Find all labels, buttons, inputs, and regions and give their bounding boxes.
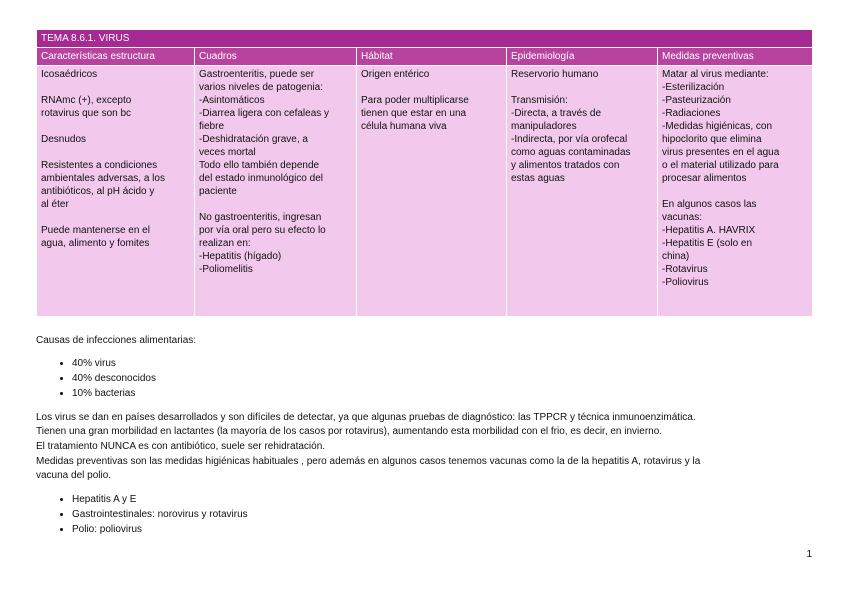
cell-line: -Poliomelitis <box>199 264 253 275</box>
paragraph: Tienen una gran morbilidad en lactantes (la mayoría de los casos por rotavirus), aumentando esta morbilidad con el frio, es decir, en invierno. <box>36 426 663 437</box>
cell-line: En algunos casos las <box>662 199 757 210</box>
cell-line: célula humana viva <box>361 121 447 132</box>
cell-line: agua, alimento y fomites <box>41 238 150 249</box>
cell-line: Origen entérico <box>361 69 430 80</box>
cell-line: -Diarrea ligera con cefaleas y <box>199 108 330 119</box>
cell-line: manipuladores <box>511 121 577 132</box>
causes-list <box>50 356 156 401</box>
cell-line: -Indirecta, por vía orofecal <box>511 134 628 145</box>
cell-line: por vía oral pero su efecto lo <box>199 225 326 236</box>
cell-line: -Rotavirus <box>662 264 708 275</box>
cell-line: virus presentes en el agua <box>662 147 780 158</box>
paragraph: Medidas preventivas son las medidas higiénicas habituales , pero además en algunos casos tenemos vacunas como la de la hepatitis A, rotavirus y la <box>36 456 701 467</box>
cell-line <box>361 81 502 94</box>
cell-line: paciente <box>199 186 237 197</box>
header-caracteristicas: Características estructura <box>37 48 195 66</box>
paragraph: vacuna del polio. <box>36 470 112 481</box>
cell-line: varios niveles de patogenia: <box>199 82 323 93</box>
cell-line: vacunas: <box>662 212 703 223</box>
cell-line: No gastroenteritis, ingresan <box>199 212 322 223</box>
cell-line: -Deshidratación grave, a <box>199 134 308 145</box>
cell-line <box>41 211 190 224</box>
cell-epidemiologia <box>507 66 658 317</box>
cell-line: ambientales adversas, a los <box>41 173 165 184</box>
cell-line: procesar alimentos <box>662 173 747 184</box>
page-number: 1 <box>806 549 812 560</box>
cell-line: Transmisión: <box>511 95 568 106</box>
cell-line: Reservorio humano <box>511 69 599 80</box>
vaccines-list <box>50 492 248 537</box>
list-item: • Gastrointestinales: norovirus y rotavirus <box>72 507 248 522</box>
cell-medidas <box>658 66 813 317</box>
cell-line: Matar al virus mediante: <box>662 69 769 80</box>
cell-line: realizan en: <box>199 238 251 249</box>
cell-line: tienen que estar en una <box>361 108 467 119</box>
list-item: • 40% desconocidos <box>72 371 156 386</box>
cell-line: -Poliovirus <box>662 277 709 288</box>
cell-line: china) <box>662 251 690 262</box>
cell-cuadros <box>195 66 357 317</box>
cell-caracteristicas <box>37 66 195 317</box>
cell-line: -Asintomáticos <box>199 95 265 106</box>
cell-line: Desnudos <box>41 134 87 145</box>
cell-line: Puede mantenerse en el <box>41 225 150 236</box>
cell-line <box>41 120 190 133</box>
header-cuadros: Cuadros <box>195 48 357 66</box>
cell-line: RNAmc (+), excepto <box>41 95 132 106</box>
cell-line: -Medidas higiénicas, con <box>662 121 773 132</box>
cell-line: Icosaédricos <box>41 69 98 80</box>
cell-line: del estado inmunológico del <box>199 173 323 184</box>
cell-line <box>41 146 190 159</box>
cell-line: Resistentes a condiciones <box>41 160 158 171</box>
cell-habitat <box>357 66 507 317</box>
list-item: • 40% virus <box>72 356 156 371</box>
header-medidas: Medidas preventivas <box>658 48 813 66</box>
paragraph: Los virus se dan en países desarrollados y son difíciles de detectar, ya que algunas pruebas de diagnóstico: las TPPCR y técnica inmunoenzimática. <box>36 412 696 423</box>
cell-line: -Esterilización <box>662 82 725 93</box>
cell-line: -Hepatitis E (solo en <box>662 238 753 249</box>
cell-line: antibióticos, al pH ácido y <box>41 186 155 197</box>
cell-line: -Directa, a través de <box>511 108 602 119</box>
cell-line: -Radiaciones <box>662 108 721 119</box>
cell-line: -Hepatitis A. HAVRIX <box>662 225 756 236</box>
cell-line: al éter <box>41 199 69 210</box>
list-item: • Polio: poliovirus <box>72 522 248 537</box>
cell-line <box>511 81 653 94</box>
header-habitat: Hábitat <box>357 48 507 66</box>
cell-line: estas aguas <box>511 173 565 184</box>
causes-heading: Causas de infecciones alimentarias: <box>36 335 197 346</box>
cell-line: -Hepatitis (hígado) <box>199 251 282 262</box>
cell-line: o el material utilizado para <box>662 160 779 171</box>
table-title: TEMA 8.6.1. VIRUS <box>37 30 813 48</box>
cell-line: hipoclorito que elimina <box>662 134 762 145</box>
cell-line: Para poder multiplicarse <box>361 95 469 106</box>
cell-line <box>199 198 352 211</box>
cell-line <box>41 81 190 94</box>
cell-line: -Pasteurización <box>662 95 731 106</box>
header-epidemiologia: Epidemiología <box>507 48 658 66</box>
cell-line: veces mortal <box>199 147 256 158</box>
cell-line: rotavirus que son bc <box>41 108 132 119</box>
cell-line: como aguas contaminadas <box>511 147 631 158</box>
cell-line: Gastroenteritis, puede ser <box>199 69 315 80</box>
cell-line: Todo ello también depende <box>199 160 320 171</box>
list-item: • 10% bacterias <box>72 386 156 401</box>
cell-line <box>662 185 808 198</box>
paragraph: El tratamiento NUNCA es con antibiótico, suele ser rehidratación. <box>36 441 326 452</box>
cell-line: fiebre <box>199 121 225 132</box>
cell-line: y alimentos tratados con <box>511 160 620 171</box>
virus-table <box>36 29 813 317</box>
list-item: • Hepatitis A y E <box>72 492 248 507</box>
